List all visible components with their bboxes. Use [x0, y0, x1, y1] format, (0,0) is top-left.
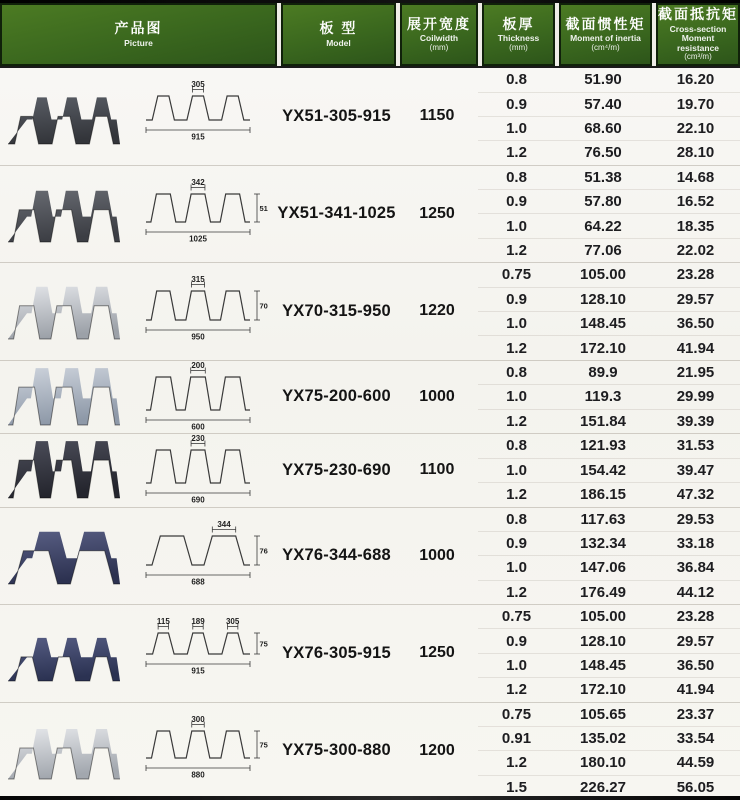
spec-row: [478, 703, 740, 727]
spec-rows: [478, 703, 740, 800]
inertia-value: 121.93: [580, 437, 626, 455]
spec-row: [478, 239, 740, 262]
profile-drawing: [138, 179, 274, 249]
spec-row: [478, 727, 740, 751]
product-row: [0, 361, 740, 434]
header-cell-resistance: [656, 3, 740, 66]
inertia-value: 105.65: [580, 705, 626, 723]
resistance-value: 39.39: [676, 412, 715, 430]
spec-row: [478, 751, 740, 775]
resistance-value: 16.20: [676, 71, 715, 89]
spec-rows: [478, 361, 740, 433]
table-body: [0, 68, 740, 800]
product-picture: [0, 166, 277, 263]
header-label-zh: 截面抵抗矩: [658, 6, 738, 22]
spec-row: [478, 434, 740, 458]
thickness-value: 1.0: [506, 217, 527, 235]
inertia-value: 151.84: [580, 412, 626, 430]
header-label-zh: 板 型: [319, 19, 358, 36]
inertia-value: 148.45: [580, 656, 626, 674]
thickness-value: 0.9: [506, 632, 527, 650]
thickness-value: 0.9: [506, 535, 527, 553]
spec-rows: [478, 263, 740, 360]
resistance-value: 23.37: [676, 705, 715, 723]
svg-text:315: 315: [191, 276, 205, 285]
coilwidth-value: 1250: [419, 644, 455, 662]
header-cell-model: [281, 3, 396, 66]
inertia-value: 76.50: [584, 144, 622, 162]
svg-text:342: 342: [191, 178, 205, 187]
coilwidth-value: 1000: [419, 546, 455, 564]
spec-row: [478, 654, 740, 678]
thickness-value: 0.9: [506, 193, 527, 211]
header-cell-thickness: [482, 3, 555, 66]
thickness-value: 1.2: [506, 681, 527, 699]
resistance-value: 23.28: [676, 608, 715, 626]
model-label: YX75-230-690: [282, 460, 391, 479]
photo-bottom-edge: [0, 796, 740, 800]
thickness-value: 0.9: [506, 290, 527, 308]
header-cell-picture: [0, 3, 277, 66]
spec-row: [478, 581, 740, 604]
inertia-value: 147.06: [580, 559, 626, 577]
resistance-value: 23.28: [676, 266, 715, 284]
product-row: [0, 68, 740, 166]
spec-row: [478, 214, 740, 238]
resistance-value: 33.18: [676, 535, 715, 553]
product-row: [0, 166, 740, 264]
spec-row: [478, 190, 740, 214]
thickness-value: 1.0: [506, 315, 527, 333]
resistance-value: 19.70: [676, 95, 715, 113]
spec-row: [478, 410, 740, 433]
thickness-value: 1.2: [506, 583, 527, 601]
model-label: YX76-344-688: [282, 546, 391, 565]
model-label: YX75-300-880: [282, 741, 391, 760]
thickness-value: 1.2: [506, 486, 527, 504]
inertia-value: 186.15: [580, 486, 626, 504]
header-label-zh: 展开宽度: [407, 15, 471, 32]
spec-row: [478, 629, 740, 653]
sheet-3d-image: [3, 438, 137, 502]
inertia-value: 68.60: [584, 120, 622, 138]
svg-text:115: 115: [156, 618, 170, 627]
model-label: YX76-305-915: [282, 643, 391, 662]
svg-text:690: 690: [191, 495, 205, 505]
spec-row: [478, 483, 740, 506]
model-label: YX51-341-1025: [277, 204, 396, 223]
resistance-value: 41.94: [676, 681, 715, 699]
svg-text:75: 75: [259, 740, 268, 750]
product-row: [0, 703, 740, 800]
svg-text:305: 305: [225, 618, 240, 627]
coilwidth-value: 1250: [419, 204, 455, 222]
svg-text:70: 70: [259, 301, 268, 311]
sheet-3d-image: [3, 84, 137, 148]
header-label-en: Moment of inertia: [570, 33, 641, 44]
svg-text:880: 880: [191, 770, 205, 780]
spec-row: [478, 68, 740, 92]
coilwidth-value: 1150: [419, 107, 455, 125]
header-label-unit: (mm): [509, 42, 528, 52]
profile-drawing: [138, 435, 274, 505]
thickness-value: 0.91: [501, 730, 532, 748]
header-cell-inertia: [559, 3, 652, 66]
sheet-3d-image: [3, 365, 137, 429]
svg-text:76: 76: [259, 546, 268, 556]
coilwidth-value: 1220: [419, 302, 455, 320]
resistance-value: 29.53: [676, 510, 715, 528]
svg-text:600: 600: [191, 422, 205, 432]
inertia-value: 105.00: [580, 266, 626, 284]
resistance-value: 36.50: [676, 656, 715, 674]
thickness-value: 0.8: [506, 363, 527, 381]
inertia-value: 89.9: [588, 363, 618, 381]
sheet-3d-image: [3, 182, 137, 246]
sheet-3d-image: [3, 524, 137, 588]
resistance-value: 44.59: [676, 754, 715, 772]
spec-rows: [478, 434, 740, 506]
sheet-3d-image: [3, 719, 137, 783]
inertia-value: 176.49: [580, 583, 626, 601]
spec-row: [478, 678, 740, 701]
spec-rows: [478, 605, 740, 702]
thickness-value: 0.8: [506, 71, 527, 89]
spec-row: [478, 508, 740, 532]
thickness-value: 0.8: [506, 437, 527, 455]
product-picture: [0, 508, 277, 605]
sheet-3d-image: [3, 279, 137, 343]
thickness-value: 1.5: [506, 778, 527, 796]
resistance-value: 47.32: [676, 486, 715, 504]
thickness-value: 0.75: [501, 705, 532, 723]
spec-row: [478, 263, 740, 287]
svg-text:344: 344: [217, 520, 231, 529]
model-label: YX70-315-950: [282, 301, 391, 320]
resistance-value: 29.57: [676, 290, 715, 308]
resistance-value: 33.54: [676, 730, 715, 748]
inertia-value: 51.90: [584, 71, 622, 89]
profile-drawing: [138, 716, 274, 786]
inertia-value: 57.80: [584, 193, 622, 211]
product-picture: [0, 703, 277, 800]
spec-row: [478, 361, 740, 385]
inertia-value: 154.42: [580, 461, 626, 479]
header-label-unit: (cm⁴/m): [591, 42, 620, 52]
spec-row: [478, 117, 740, 141]
svg-text:305: 305: [191, 81, 205, 90]
spec-rows: [478, 68, 740, 165]
product-picture: [0, 605, 277, 702]
spec-row: [478, 459, 740, 483]
svg-text:300: 300: [191, 715, 205, 724]
spec-row: [478, 141, 740, 164]
resistance-value: 18.35: [676, 217, 715, 235]
inertia-value: 119.3: [584, 388, 622, 406]
inertia-value: 64.22: [584, 217, 622, 235]
header-label-unit: (cm³/m): [684, 52, 712, 62]
svg-text:915: 915: [191, 132, 205, 142]
profile-drawing: [138, 618, 274, 688]
thickness-value: 1.0: [506, 559, 527, 577]
product-picture: [0, 434, 277, 506]
spec-row: [478, 93, 740, 117]
header-label-en: Picture: [124, 37, 153, 48]
header-label-en: Cross-section Moment resistance: [669, 23, 727, 53]
resistance-value: 41.94: [676, 339, 715, 357]
header-label-en: Coilwidth: [419, 33, 459, 44]
header-label-zh: 板厚: [502, 15, 535, 32]
coilwidth-value: 1100: [419, 461, 455, 479]
header-label-zh: 产品图: [114, 19, 163, 36]
inertia-value: 128.10: [580, 290, 626, 308]
resistance-value: 36.84: [676, 559, 715, 577]
inertia-value: 172.10: [580, 681, 626, 699]
svg-text:200: 200: [191, 361, 205, 370]
thickness-value: 0.9: [506, 95, 527, 113]
inertia-value: 57.40: [584, 95, 622, 113]
inertia-value: 51.38: [584, 168, 622, 186]
product-row: [0, 434, 740, 507]
svg-text:950: 950: [191, 332, 205, 342]
resistance-value: 22.02: [676, 242, 715, 259]
spec-row: [478, 288, 740, 312]
inertia-value: 180.10: [580, 754, 626, 772]
thickness-value: 0.8: [506, 510, 527, 528]
spec-row: [478, 605, 740, 629]
thickness-value: 1.0: [506, 388, 527, 406]
inertia-value: 77.06: [584, 242, 622, 259]
product-row: [0, 263, 740, 361]
inertia-value: 172.10: [580, 339, 626, 357]
product-picture: [0, 68, 277, 165]
product-picture: [0, 361, 277, 433]
model-label: YX75-200-600: [282, 387, 391, 406]
resistance-value: 29.99: [676, 388, 715, 406]
resistance-value: 29.57: [676, 632, 715, 650]
profile-drawing: [138, 362, 274, 432]
resistance-value: 36.50: [676, 315, 715, 333]
header-cell-coilwidth: [400, 3, 478, 66]
sheet-3d-image: [3, 621, 137, 685]
spec-row: [478, 532, 740, 556]
profile-drawing: [138, 521, 274, 591]
inertia-value: 128.10: [580, 632, 626, 650]
resistance-value: 31.53: [676, 437, 715, 455]
svg-text:51: 51: [259, 203, 268, 213]
product-picture: [0, 263, 277, 360]
resistance-value: 28.10: [676, 144, 715, 162]
spec-rows: [478, 508, 740, 605]
resistance-value: 39.47: [676, 461, 715, 479]
thickness-value: 0.75: [501, 608, 532, 626]
header-label-unit: (mm): [429, 42, 449, 52]
spec-row: [478, 336, 740, 359]
table-header: [0, 3, 740, 68]
spec-row: [478, 556, 740, 580]
thickness-value: 1.0: [506, 656, 527, 674]
profile-drawing: [138, 276, 274, 346]
resistance-value: 44.12: [676, 583, 715, 601]
inertia-value: 132.34: [580, 535, 626, 553]
inertia-value: 105.00: [580, 608, 626, 626]
svg-text:189: 189: [191, 618, 205, 627]
thickness-value: 1.2: [506, 412, 527, 430]
product-row: [0, 605, 740, 703]
thickness-value: 1.0: [506, 120, 527, 138]
thickness-value: 1.2: [506, 754, 527, 772]
resistance-value: 22.10: [676, 120, 715, 138]
spec-row: [478, 312, 740, 336]
thickness-value: 1.2: [506, 144, 527, 162]
thickness-value: 0.8: [506, 168, 527, 186]
inertia-value: 117.63: [580, 510, 626, 528]
coilwidth-value: 1200: [419, 741, 455, 759]
inertia-value: 148.45: [580, 315, 626, 333]
header-label-en: Model: [326, 37, 351, 48]
resistance-value: 14.68: [676, 168, 715, 186]
product-row: [0, 508, 740, 606]
thickness-value: 1.2: [506, 242, 527, 259]
svg-text:75: 75: [259, 639, 268, 649]
svg-text:915: 915: [191, 666, 205, 676]
inertia-value: 226.27: [580, 778, 626, 796]
model-label: YX51-305-915: [282, 106, 391, 125]
spec-row: [478, 166, 740, 190]
svg-text:1025: 1025: [189, 234, 207, 244]
svg-text:230: 230: [191, 435, 205, 444]
profile-drawing: [138, 81, 274, 151]
svg-text:688: 688: [191, 577, 205, 587]
resistance-value: 21.95: [676, 363, 715, 381]
header-label-zh: 截面惯性矩: [565, 15, 646, 32]
thickness-value: 0.75: [501, 266, 532, 284]
spec-rows: [478, 166, 740, 263]
inertia-value: 135.02: [580, 730, 626, 748]
resistance-value: 16.52: [676, 193, 715, 211]
thickness-value: 1.2: [506, 339, 527, 357]
header-label-en: Thickness: [497, 33, 540, 44]
thickness-value: 1.0: [506, 461, 527, 479]
resistance-value: 56.05: [676, 778, 715, 796]
spec-row: [478, 385, 740, 409]
coilwidth-value: 1000: [419, 387, 455, 405]
